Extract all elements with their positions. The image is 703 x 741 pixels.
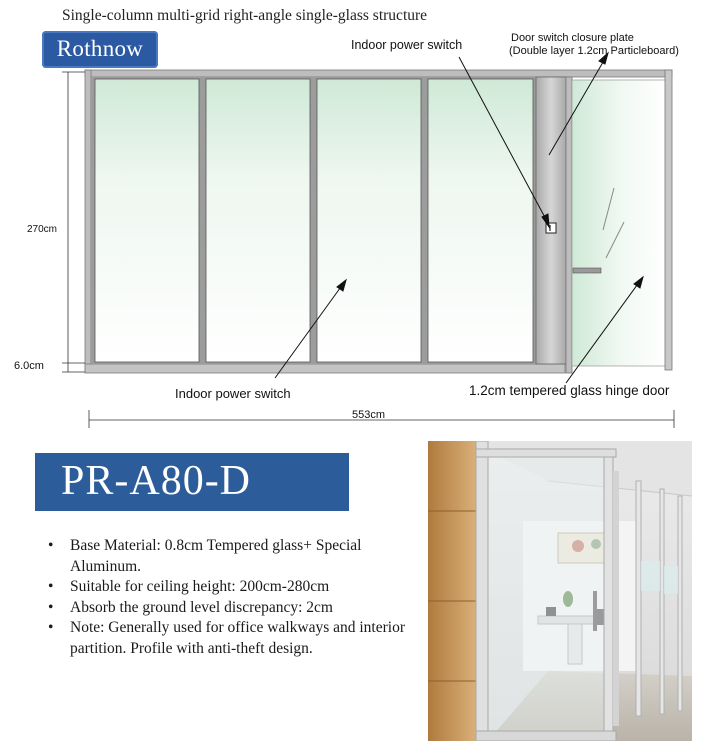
- glass-panels: [91, 77, 536, 364]
- spec-list: [48, 536, 428, 659]
- height-dimension: [62, 72, 85, 372]
- model-number: PR-A80-D: [61, 458, 252, 504]
- dimension-width: 553cm: [352, 409, 386, 421]
- spec-item: • Base Material: 0.8cm Tempered glass+ Special Aluminum.: [48, 536, 428, 577]
- label-indoor-power-switch-top: Indoor power switch: [351, 38, 463, 52]
- label-indoor-power-switch-bottom: Indoor power switch: [175, 386, 291, 401]
- brand-logo-text: Rothnow: [56, 36, 144, 61]
- dimension-base: 6.0cm: [14, 360, 44, 372]
- office-glass-partition-photo-icon: [428, 441, 692, 741]
- glass-hinge-door: [566, 70, 672, 373]
- label-hinge-door: 1.2cm tempered glass hinge door: [469, 383, 670, 398]
- model-banner: [35, 453, 349, 511]
- office-partition-photo: [428, 441, 692, 741]
- page-title: Single-column multi-grid right-angle single-glass structure: [62, 7, 428, 24]
- dimension-height: 270cm: [27, 224, 58, 235]
- label-closure-plate-line1: Door switch closure plate: [511, 32, 634, 44]
- spec-item: • Suitable for ceiling height: 200cm-280cm: [48, 577, 428, 598]
- spec-item: • Absorb the ground level discrepancy: 2cm: [48, 598, 428, 619]
- spec-item: • Note: Generally used for office walkways and interior partition. Profile with anti-theft design.: [48, 618, 428, 659]
- door-column: [536, 77, 566, 364]
- label-closure-plate-line2: (Double layer 1.2cm Particleboard): [509, 45, 679, 57]
